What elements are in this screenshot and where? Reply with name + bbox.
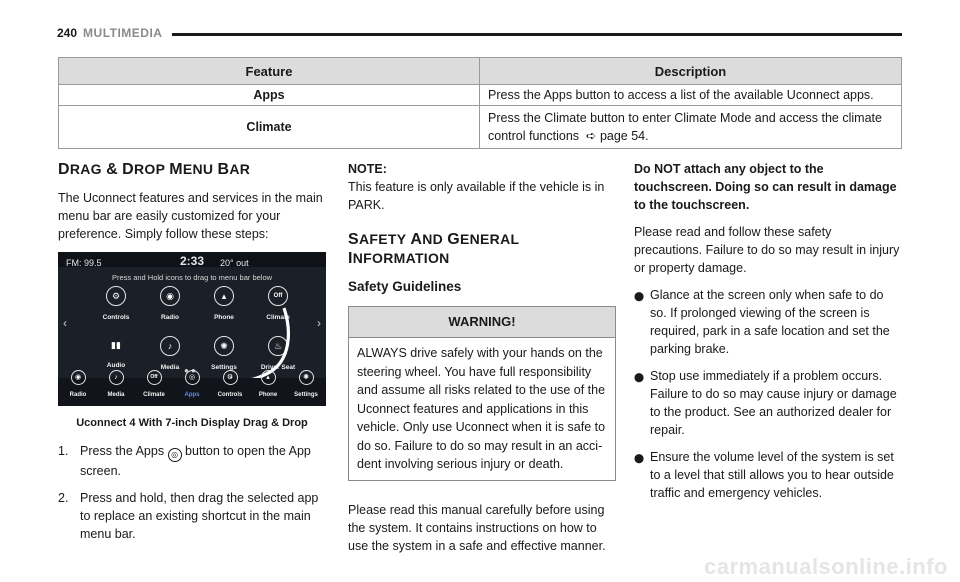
wrench-icon: ⚙ xyxy=(106,286,126,306)
feature-cell: Apps xyxy=(59,85,480,106)
description-cell xyxy=(480,106,902,149)
section-title-safety: SAFETY AND GENERAL INFORMATION xyxy=(348,231,520,267)
phone-signal-icon: ▴ xyxy=(261,370,276,385)
page-number: 240 xyxy=(57,26,78,40)
radio-icon: ◉ xyxy=(71,370,86,385)
header-rule xyxy=(172,33,902,36)
section-title-drag-drop: DRAG & DROP MENU BAR xyxy=(58,161,251,178)
table-header-row xyxy=(59,58,902,85)
table-row xyxy=(59,106,902,149)
chevron-left-icon[interactable]: ‹ xyxy=(63,316,67,330)
bar-apps[interactable]: ◎ Apps xyxy=(174,370,210,404)
precautions-list xyxy=(634,286,902,502)
seat-icon: ♨ xyxy=(268,336,288,356)
feature-table xyxy=(58,57,902,149)
list-item: ⬤ Stop use immediately if a problem occurs. Failure to do so may cause injury or damage to the product. See an authorized dealer for repair. xyxy=(634,369,897,437)
climate-off-icon: Off xyxy=(268,286,288,306)
gear-icon: ✺ xyxy=(214,336,234,356)
uconnect-screenshot xyxy=(58,252,326,406)
list-item: 2. Press and hold, then drag the selected app to replace an existing shortcut in the main menu bar. xyxy=(58,491,319,541)
bar-controls[interactable]: ⚙ Controls xyxy=(212,370,248,404)
col-header-description: Description xyxy=(480,58,902,85)
tile-climate[interactable]: Off Climate xyxy=(258,286,298,327)
read-manual-paragraph: Please read this manual carefully before using the system. It contains instructions on how to use the system in a safe and effective manner. xyxy=(348,502,606,553)
bullet-icon: ⬤ xyxy=(634,453,645,463)
apps-icon: ◎ xyxy=(168,448,182,462)
list-item: ⬤ Ensure the volume level of the system is set to a level that still allows you to hear outside traffic and emergency vehicles. xyxy=(634,450,894,500)
description-cell: Press the Apps button to access a list of the available Uconnect apps. xyxy=(480,85,902,106)
page-ref-link[interactable]: page 54. xyxy=(599,129,649,143)
section-name: MULTIMEDIA xyxy=(83,26,163,40)
list-item: ⬤ Glance at the screen only when safe to do so. If prolonged viewing of the screen is required, park in a safe location and set the parking brake. xyxy=(634,288,890,356)
note: NOTE: This feature is only available if the vehicle is in PARK. xyxy=(348,162,605,212)
page-ref-arrow-icon: ➪ xyxy=(585,129,597,143)
page-dots: ● ● xyxy=(184,366,196,375)
column-middle xyxy=(348,160,616,564)
bar-climate[interactable]: Off Climate xyxy=(136,370,172,404)
subtitle-safety-guidelines: Safety Guidelines xyxy=(348,279,462,294)
outside-temp: 20° out xyxy=(220,258,249,268)
warning-box xyxy=(348,306,616,481)
precautions-intro: Please read and follow these safety precautions. Failure to do so may result in injury or property damage. xyxy=(634,225,900,275)
tile-radio[interactable]: ◉ Radio xyxy=(150,286,190,327)
col-header-feature: Feature xyxy=(59,58,480,85)
steps-list xyxy=(58,442,326,543)
page-header xyxy=(57,26,162,40)
bar-phone[interactable]: ▴ Phone xyxy=(250,370,286,404)
music-note-icon: ♪ xyxy=(160,336,180,356)
list-item: 1. Press the Apps ◎ button to open the App screen. xyxy=(58,444,311,478)
tile-audio[interactable]: ▮▮ Audio xyxy=(96,336,136,375)
column-right xyxy=(634,160,902,511)
climate-off-icon: Off xyxy=(147,370,162,385)
warning-title: WARNING! xyxy=(349,307,615,338)
clock: 2:33 xyxy=(180,254,205,268)
intro-paragraph: The Uconnect features and services in the main menu bar are easily customized for your preference. Simply follow these steps: xyxy=(58,191,323,241)
bar-media[interactable]: ♪ Media xyxy=(98,370,134,404)
menu-bar xyxy=(58,374,326,406)
description-line: Press the Climate button to enter Climate Mode and access the climate xyxy=(488,111,882,125)
screenshot-caption: Uconnect 4 With 7-inch Display Drag & Drop xyxy=(76,417,308,429)
wrench-icon: ⚙ xyxy=(223,370,238,385)
bar-radio[interactable]: ◉ Radio xyxy=(60,370,96,404)
radio-icon: ◉ xyxy=(160,286,180,306)
audio-bars-icon: ▮▮ xyxy=(111,340,121,350)
column-left xyxy=(58,160,326,552)
gear-icon: ✺ xyxy=(299,370,314,385)
warning-text: ALWAYS drive safely with your hands on the steering wheel. You have full responsibility and assume all risks related to the use of the Uconnect features and applications in this vehicle. Only use Uconnect when it is safe to do so. Failure to do so may result in an acci-dent involving serious injury or death. xyxy=(357,346,606,471)
tile-driver-seat[interactable]: ♨ Driver Seat xyxy=(254,336,302,377)
table-row xyxy=(59,85,902,106)
tile-settings[interactable]: ✺ Settings xyxy=(204,336,244,377)
chevron-right-icon[interactable]: › xyxy=(317,316,321,330)
tile-controls[interactable]: ⚙ Controls xyxy=(96,286,136,327)
tile-phone[interactable]: ▴ Phone xyxy=(204,286,244,327)
bullet-icon: ⬤ xyxy=(634,291,645,301)
bar-settings[interactable]: ✺ Settings xyxy=(288,370,324,404)
feature-cell: Climate xyxy=(59,106,480,149)
bullet-icon: ⬤ xyxy=(634,372,645,382)
tile-media[interactable]: ♪ Media xyxy=(150,336,190,377)
phone-signal-icon: ▴ xyxy=(214,286,234,306)
description-line: control functions xyxy=(488,129,580,143)
drag-hint: Press and Hold icons to drag to menu bar below xyxy=(111,273,273,282)
music-note-icon: ♪ xyxy=(109,370,124,385)
radio-station: FM: 99.5 xyxy=(66,258,102,268)
apps-icon: ◎ xyxy=(185,370,200,385)
caution-paragraph: Do NOT attach any object to the touchscreen. Doing so can result in damage to the touchscreen. xyxy=(634,162,897,212)
watermark: carmanualsonline.info xyxy=(704,554,948,579)
